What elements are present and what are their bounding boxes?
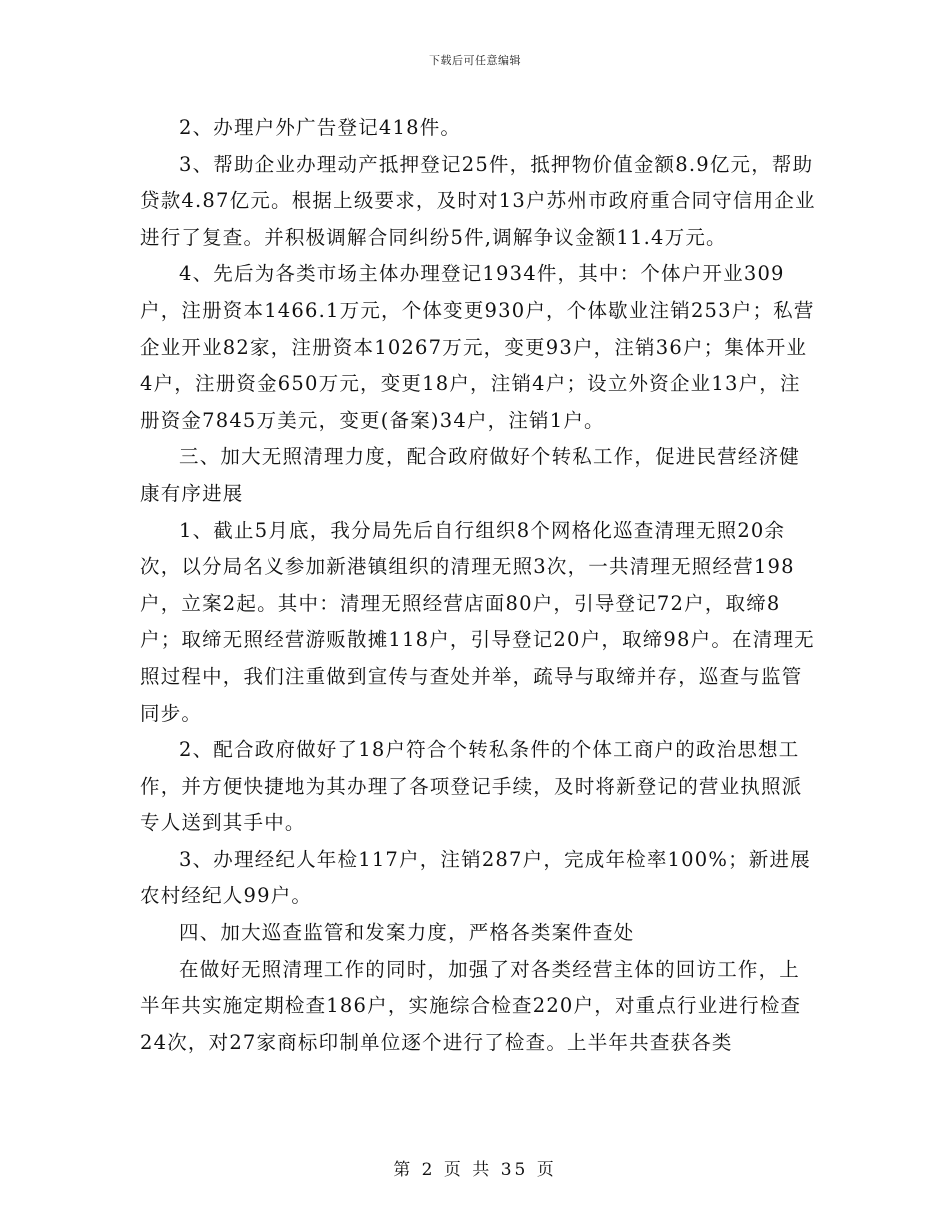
page-footer: 第 2 页 共 35 页	[393, 1160, 557, 1180]
page-header: 下载后可任意编辑	[429, 54, 521, 67]
section-heading: 三、加大无照清理力度，配合政府做好个转私工作，促进民营经济健康有序进展	[140, 445, 801, 505]
document-body	[140, 110, 816, 1061]
paragraph: 1、截止5月底，我分局先后自行组织8个网格化巡查清理无照20余次，以分局名义参加新港镇组织的清理无照3次，一共清理无照经营198户，立案2起。其中：清理无照经营店面80户，引导登记72户，取缔8户；取缔无照经营游贩散摊118户，引导登记20户，取缔98户。在清理无照过程中，我们注重做到宣传与查处并举，疏导与取缔并存，巡查与监管同步。	[140, 518, 815, 725]
paragraph: 4、先后为各类市场主体办理登记1934件，其中：个体户开业309户，注册资本1466.1万元，个体变更930户，个体歇业注销253户；私营企业开业82家，注册资本10267万元，变更93户，注销36户；集体开业4户，注册资金650万元，变更18户，注销4户；设立外资企业13户，注册资金7845万美元，变更(备案)34户，注销1户。	[140, 262, 815, 432]
paragraph: 3、帮助企业办理动产抵押登记25件，抵押物价值金额8.9亿元，帮助贷款4.87亿元。根据上级要求，及时对13户苏州市政府重合同守信用企业进行了复查。并积极调解合同纠纷5件,调解争议金额11.4万元。	[140, 152, 816, 249]
paragraph: 在做好无照清理工作的同时，加强了对各类经营主体的回访工作，上半年共实施定期检查186户，实施综合检查220户，对重点行业进行检查24次，对27家商标印制单位逐个进行了检查。上半年共查获各类	[140, 957, 802, 1054]
section-heading: 四、加大巡查监管和发案力度，严格各类案件查处	[179, 921, 635, 945]
paragraph: 2、配合政府做好了18户符合个转私条件的个体工商户的政治思想工作，并方便快捷地为其办理了各项登记手续，及时将新登记的营业执照派专人送到其手中。	[140, 738, 803, 835]
paragraph: 2、办理户外广告登记418件。	[179, 116, 462, 139]
paragraph: 3、办理经纪人年检117户，注销287户，完成年检率100%；新进展农村经纪人99户。	[140, 847, 811, 908]
